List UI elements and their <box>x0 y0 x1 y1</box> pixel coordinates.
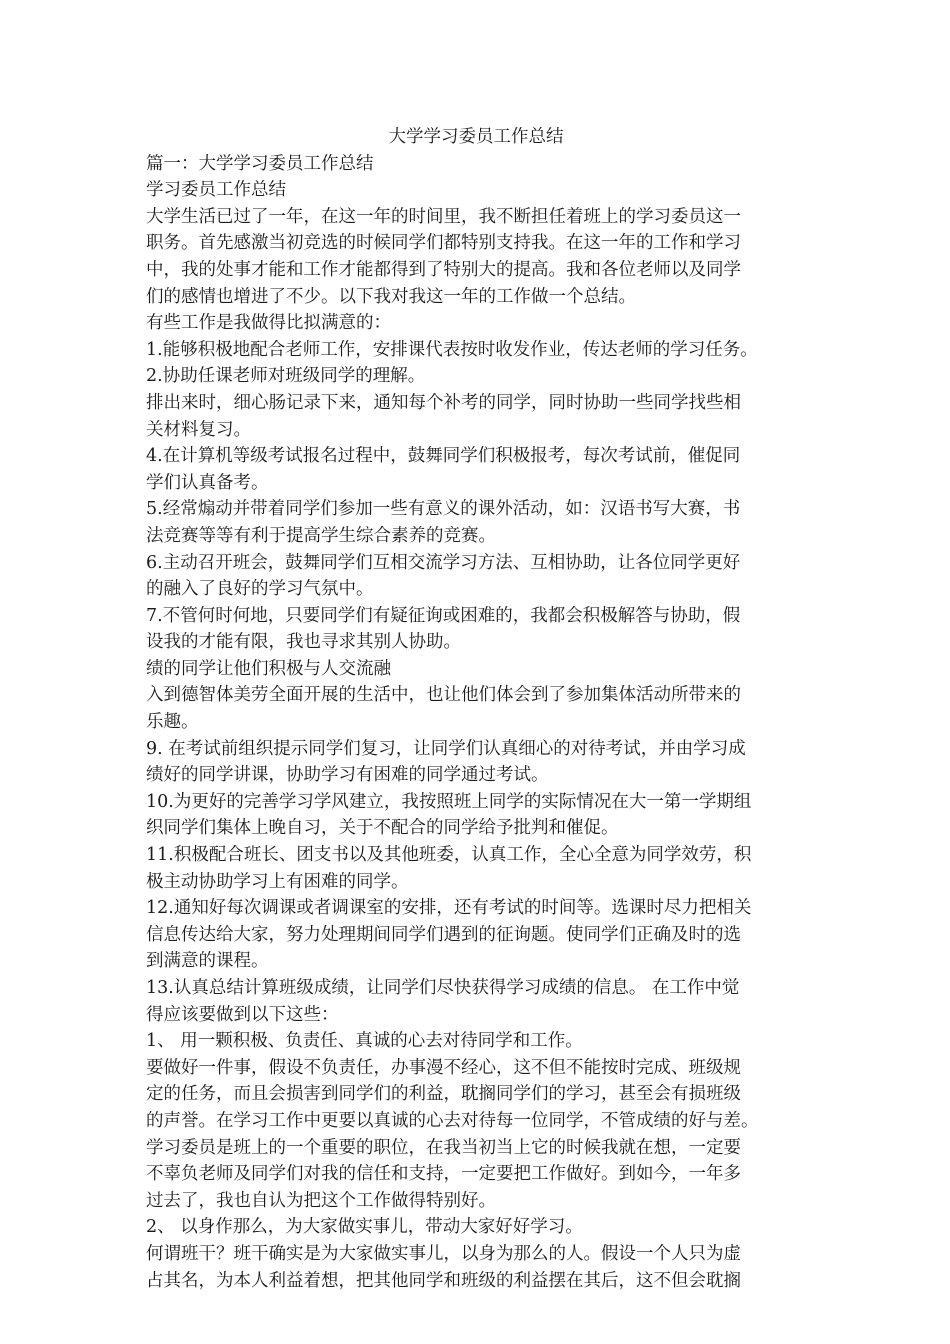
text-line: 入到德智体美劳全面开展的生活中，也让他们体会到了参加集体活动所带来的 <box>146 685 741 706</box>
text-line: 关材料复习。 <box>146 419 251 440</box>
text-line: 学习委员工作总结 <box>146 180 286 201</box>
text-line: 学们认真备考。 <box>146 472 269 493</box>
text-line: 定的任务，而且会损害到同学们的利益，耽搁同学们的学习，甚至会有损班级 <box>146 1084 741 1105</box>
text-line: 13.认真总结计算班级成绩，让同学们尽快获得学习成绩的信息。 在工作中觉 <box>146 978 740 998</box>
text-line: 何谓班干？班干确实是为大家做实事儿，以身为那么的人。假设一个人只为虚 <box>146 1243 741 1264</box>
text-line: 大学生活已过了一年，在这一年的时间里，我不断担任着班上的学习委员这一 <box>146 206 741 227</box>
text-line: 绩好的同学讲课，协助学习有困难的同学通过考试。 <box>146 765 549 786</box>
text-line: 的声誉。在学习工作中更要以真诚的心去对待每一位同学，不管成绩的好与差。 <box>146 1110 759 1131</box>
text-line: 篇一：大学学习委员工作总结 <box>146 153 374 174</box>
text-line: 4.在计算机等级考试报名过程中，鼓舞同学们积极报考，每次考试前，催促同 <box>146 446 741 467</box>
text-line: 2.协助任课老师对班级同学的理解。 <box>146 366 426 387</box>
text-line: 法竞赛等等有利于提高学生综合素养的竞赛。 <box>146 525 496 546</box>
text-line: 信息传达给大家，努力处理期间同学们遇到的征询题。使同学们正确及时的选 <box>146 924 741 945</box>
text-line: 中，我的处事才能和工作才能都得到了特别大的提高。我和各位老师以及同学 <box>146 259 741 280</box>
text-line: 乐趣。 <box>146 712 199 733</box>
text-line: 绩的同学让他们积极与人交流融 <box>146 658 391 679</box>
text-line: 到满意的课程。 <box>146 951 269 972</box>
text-line: 11.积极配合班长、团支书以及其他班委，认真工作，全心全意为同学效劳，积 <box>146 845 752 866</box>
text-line: 6.主动召开班会，鼓舞同学们互相交流学习方法、互相协助，让各位同学更好 <box>146 552 741 573</box>
text-line: 职务。首先感激当初竞选的时候同学们都特别支持我。在这一年的工作和学习 <box>146 233 741 254</box>
text-line: 有些工作是我做得比拟满意的： <box>146 313 391 334</box>
text-line: 5.经常煽动并带着同学们参加一些有意义的课外活动，如：汉语书写大赛，书 <box>146 499 741 520</box>
text-line: 学习委员是班上的一个重要的职位，在我当初当上它的时候我就在想，一定要 <box>146 1137 741 1158</box>
document-text <box>146 151 806 1295</box>
text-line: 1、 用一颗积极、负责任、真诚的心去对待同学和工作。 <box>146 1031 583 1052</box>
text-line: 12.通知好每次调课或者调课室的安排，还有考试的时间等。选课时尽力把相关 <box>146 898 752 919</box>
text-line: 2、 以身作那么，为大家做实事儿，带动大家好好学习。 <box>146 1217 583 1238</box>
text-line: 织同学们集体上晚自习，关于不配合的同学给予批判和催促。 <box>146 818 619 839</box>
text-line: 们的感情也增进了不少。以下我对我这一年的工作做一个总结。 <box>146 286 636 307</box>
text-line: 得应该要做到以下这些： <box>146 1004 339 1025</box>
document-body <box>146 124 806 1294</box>
text-line: 7.不管何时何地，只要同学们有疑征询或困难的，我都会积极解答与协助，假 <box>146 605 741 626</box>
text-line: 9. 在考试前组织提示同学们复习，让同学们认真细心的对待考试，并由学习成 <box>146 738 746 759</box>
text-line: 10.为更好的完善学习学风建立，我按照班上同学的实际情况在大一第一学期组 <box>146 791 752 812</box>
text-line: 过去了，我也自认为把这个工作做得特别好。 <box>146 1190 496 1211</box>
text-line: 占其名，为本人利益着想，把其他同学和班级的利益摆在其后，这不但会耽搁 <box>146 1270 741 1291</box>
document-title: 大学学习委员工作总结 <box>388 127 564 147</box>
text-line: 设我的才能有限，我也寻求其别人协助。 <box>146 632 461 653</box>
text-line: 排出来时，细心肠记录下来，通知每个补考的同学，同时协助一些同学找些相 <box>146 392 741 413</box>
text-line: 不辜负老师及同学们对我的信任和支持，一定要把工作做好。到如今，一年多 <box>146 1164 741 1185</box>
text-line: 1.能够积极地配合老师工作，安排课代表按时收发作业，传达老师的学习任务。 <box>146 339 758 360</box>
text-line: 的融入了良好的学习气氛中。 <box>146 579 374 600</box>
text-line: 极主动协助学习上有困难的同学。 <box>146 871 409 892</box>
text-line: 要做好一件事，假设不负责任，办事漫不经心，这不但不能按时完成、班级规 <box>146 1057 741 1078</box>
